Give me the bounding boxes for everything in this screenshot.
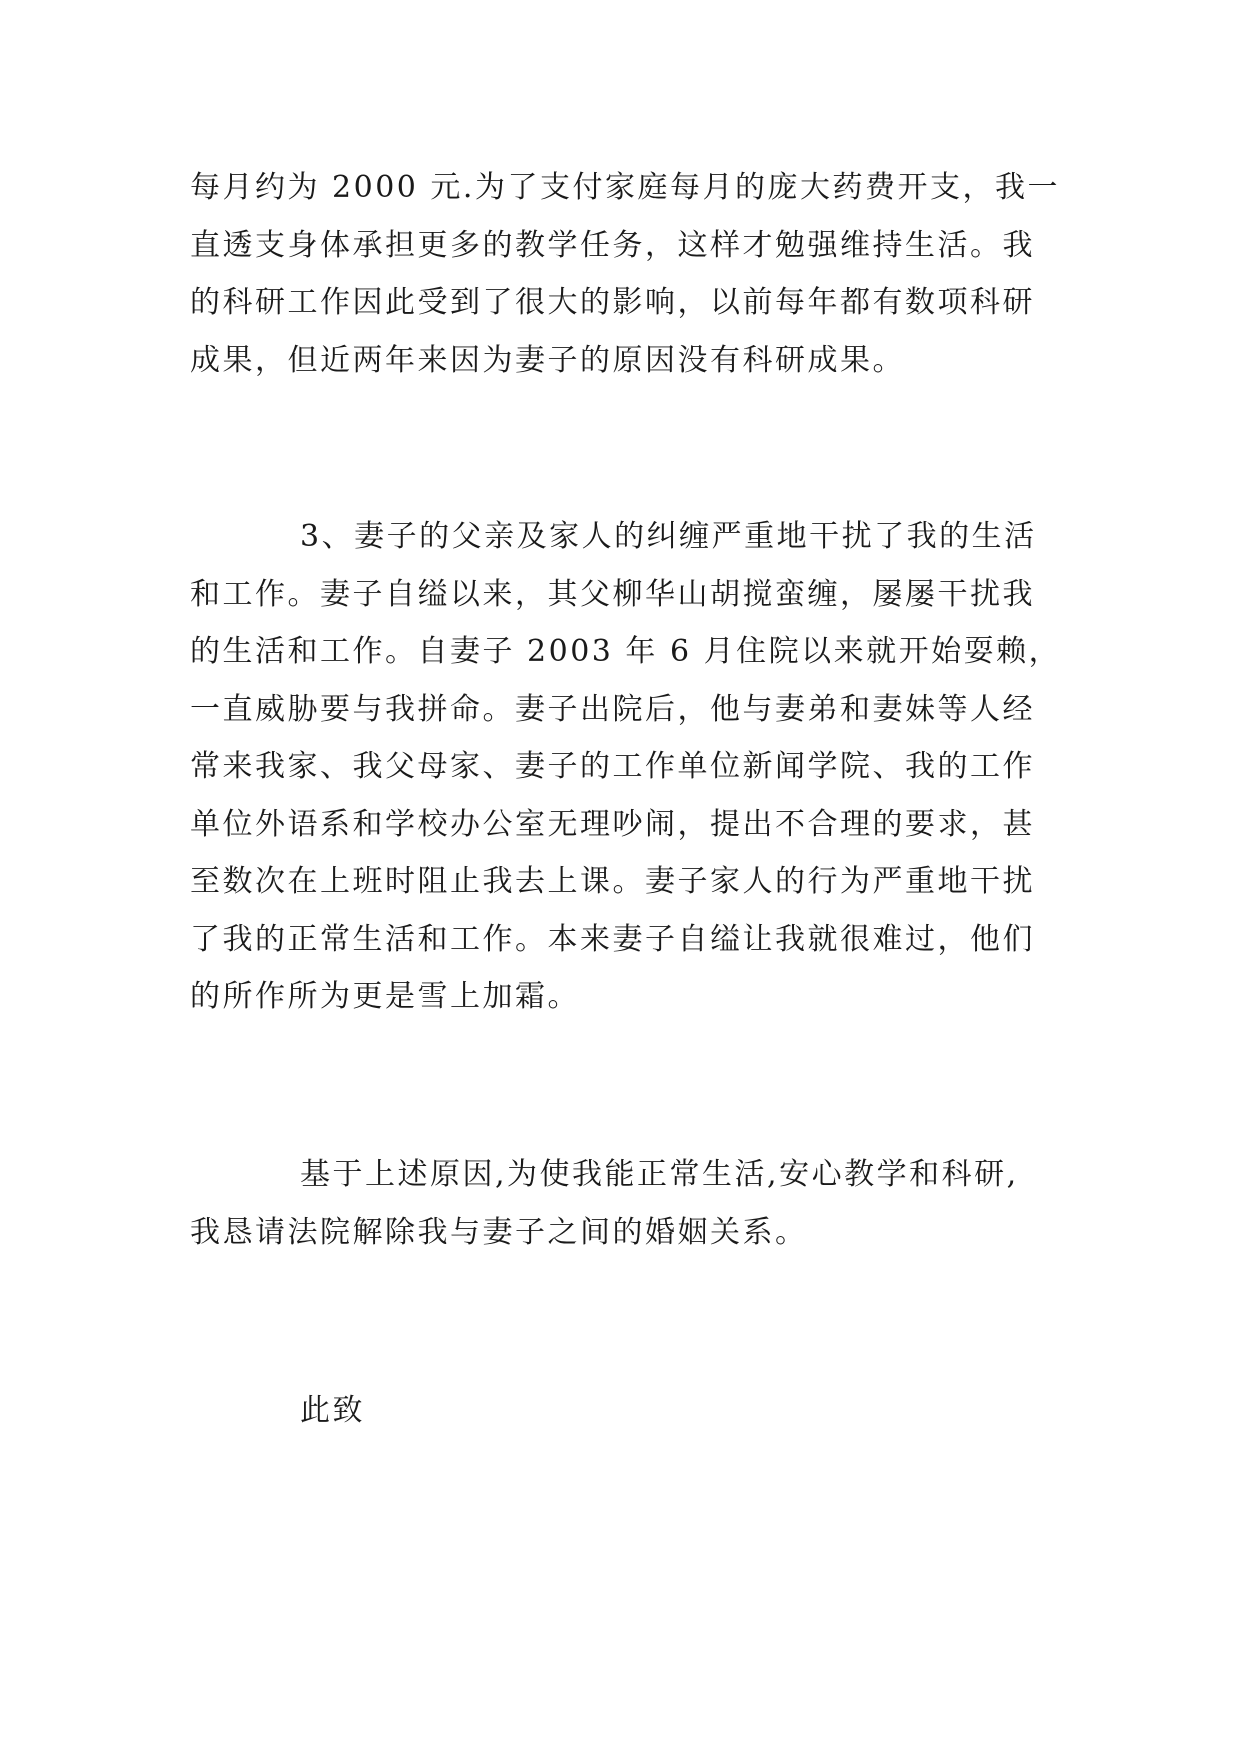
paragraph-line: 至数次在上班时阻止我去上课。妻子家人的行为严重地干扰	[190, 864, 1035, 899]
paragraph-line: 和工作。妻子自缢以来，其父柳华山胡搅蛮缠，屡屡干扰我	[190, 576, 1035, 612]
paragraph-line: 的所作所为更是雪上加霜。	[190, 979, 580, 1014]
paragraph-line: 基于上述原因,为使我能正常生活,安心教学和科研,	[300, 1157, 1019, 1192]
paragraph-line: 每月约为 2000 元.为了支付家庭每月的庞大药费开支，我一	[190, 170, 1060, 205]
paragraph-request	[190, 1146, 1060, 1261]
paragraph-line: 了我的正常生活和工作。本来妻子自缢让我就很难过，他们	[190, 921, 1035, 957]
paragraph-line: 的生活和工作。自妻子 2003 年 6 月住院以来就开始耍赖，	[190, 634, 1062, 669]
paragraph-line: 我恳请法院解除我与妻子之间的婚姻关系。	[190, 1214, 808, 1250]
paragraph-line: 直透支身体承担更多的教学任务，这样才勉强维持生活。我	[190, 227, 1035, 263]
paragraph-medical-costs	[190, 159, 1060, 389]
paragraph-line: 一直威胁要与我拼命。妻子出院后，他与妻弟和妻妹等人经	[190, 691, 1035, 727]
paragraph-line: 3、妻子的父亲及家人的纠缠严重地干扰了我的生活	[300, 519, 1037, 554]
paragraph-closing	[190, 1382, 1060, 1440]
paragraph-line: 成果，但近两年来因为妻子的原因没有科研成果。	[190, 342, 905, 378]
closing-salutation: 此致	[300, 1393, 365, 1428]
paragraph-family-interference	[190, 508, 1060, 1026]
paragraph-line: 的科研工作因此受到了很大的影响，以前每年都有数项科研	[190, 285, 1035, 320]
paragraph-line: 单位外语系和学校办公室无理吵闹，提出不合理的要求，甚	[190, 806, 1035, 842]
paragraph-line: 常来我家、我父母家、妻子的工作单位新闻学院、我的工作	[190, 749, 1035, 784]
